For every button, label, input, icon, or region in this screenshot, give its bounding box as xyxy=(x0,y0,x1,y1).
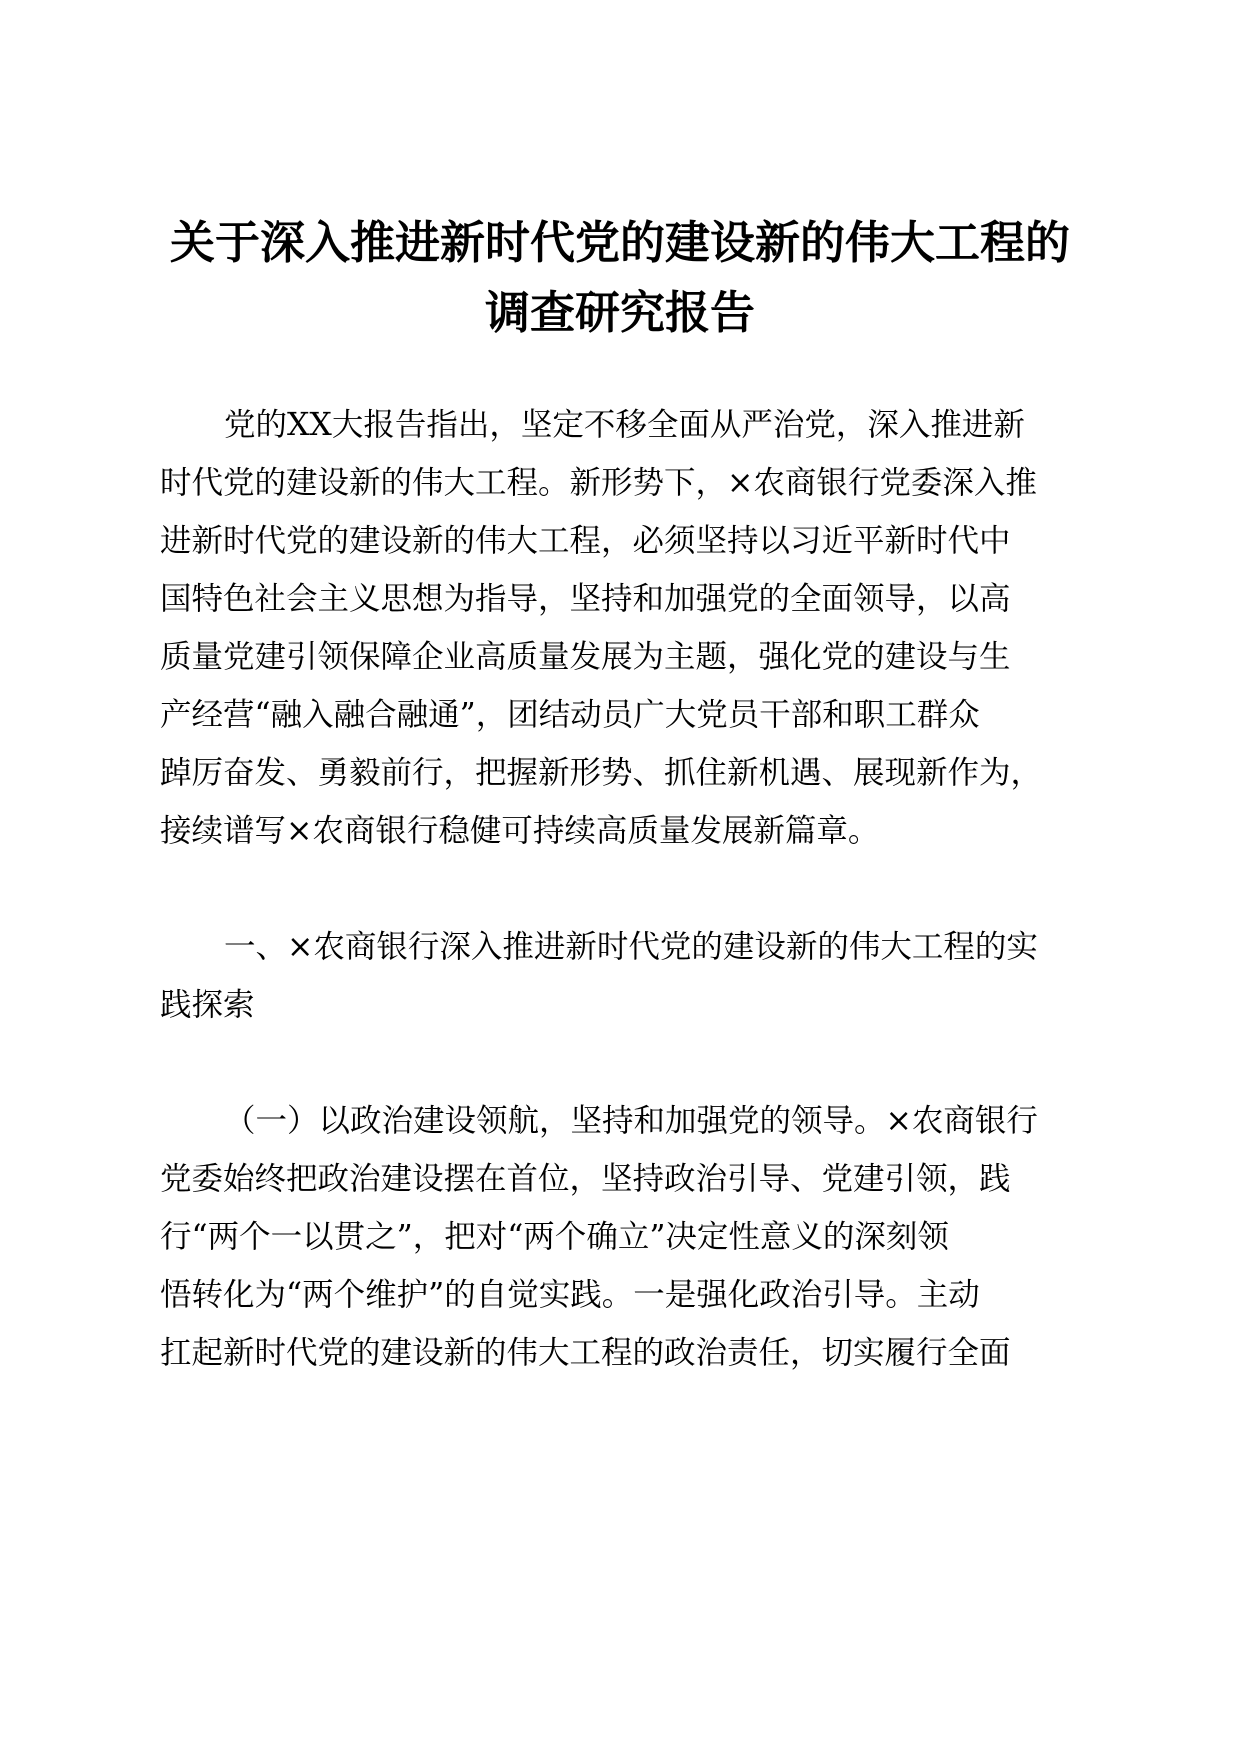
paragraph-2-line-4: 悟转化为“两个维护”的自觉实践。一是强化政治引导。主动 xyxy=(160,1277,980,1313)
paragraph-1-line-1: 党的XX大报告指出，坚定不移全面从严治党，深入推进新 xyxy=(224,407,1025,443)
section-heading-1-line-1: 一、×农商银行深入推进新时代党的建设新的伟大工程的实 xyxy=(224,929,1038,965)
paragraph-1-line-5: 质量党建引领保障企业高质量发展为主题，强化党的建设与生 xyxy=(160,639,1011,675)
paragraph-2-line-1: （一）以政治建设领航，坚持和加强党的领导。×农商银行 xyxy=(224,1103,1038,1139)
paragraph-1-line-3: 进新时代党的建设新的伟大工程，必须坚持以习近平新时代中 xyxy=(160,523,1011,559)
paragraph-1-line-2: 时代党的建设新的伟大工程。新形势下，×农商银行党委深入推 xyxy=(160,465,1037,501)
paragraph-1-line-7: 踔厉奋发、勇毅前行，把握新形势、抓住新机遇、展现新作为， xyxy=(160,755,1043,791)
paragraph-1-line-6: 产经营“融入融合融通”，团结动员广大党员干部和职工群众 xyxy=(160,697,980,733)
paragraph-2-line-3: 行“两个一以贯之”，把对“两个确立”决定性意义的深刻领 xyxy=(160,1219,949,1255)
paragraph-1-line-8: 接续谱写×农商银行稳健可持续高质量发展新篇章。 xyxy=(160,813,880,849)
section-heading-1-line-2: 践探索 xyxy=(160,987,255,1023)
document-title-line-1: 关于深入推进新时代党的建设新的伟大工程的 xyxy=(169,216,1070,269)
paragraph-2-line-2: 党委始终把政治建设摆在首位，坚持政治引导、党建引领，践 xyxy=(160,1161,1011,1197)
paragraph-1-line-4: 国特色社会主义思想为指导，坚持和加强党的全面领导，以高 xyxy=(160,581,1011,617)
paragraph-2-line-5: 扛起新时代党的建设新的伟大工程的政治责任，切实履行全面 xyxy=(160,1335,1011,1371)
document-title-line-2: 调查研究报告 xyxy=(484,286,755,339)
